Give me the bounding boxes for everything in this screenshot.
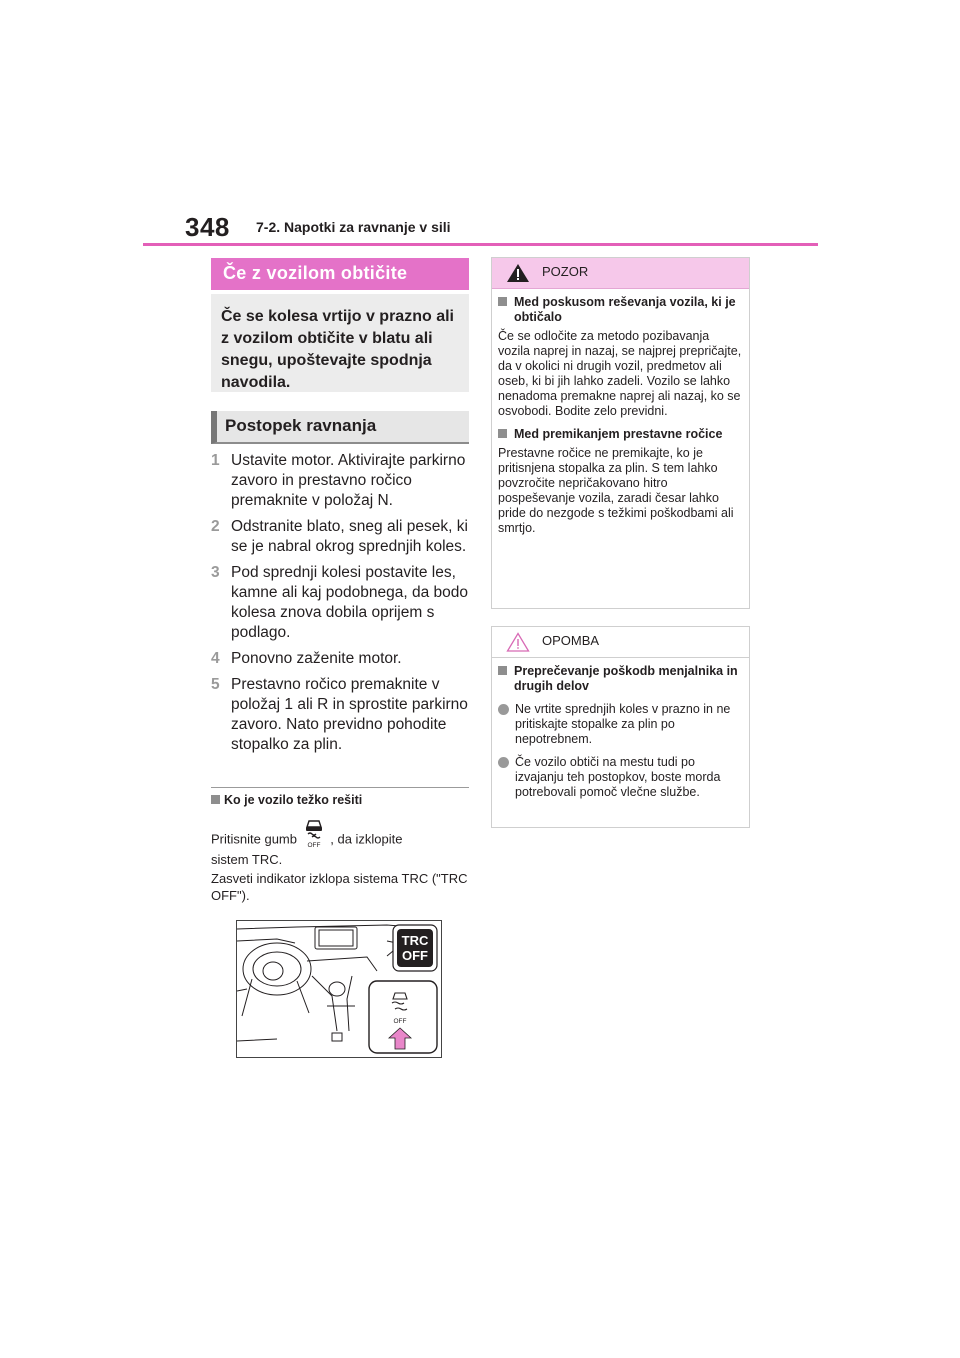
note-label: OPOMBA	[542, 633, 600, 648]
warning-item: Med premikanjem prestavne ročice Prestavne ročice ne premikajte, ko je pritisnjena stopalka za plin. S tem lahko povzročite nepričakovano hitro pospeševanje vozila, zaradi česar lahko pride do nezgode s težkimi poškodbami ali smrtjo.	[498, 427, 734, 535]
figure-button-label: OFF	[393, 1018, 407, 1025]
note-bullet: Če vozilo obtiči na mestu tudi po izvajanju teh postopkov, boste morda potrebovali pomoč vlečne službe.	[498, 755, 743, 800]
page-number: 348	[185, 212, 230, 242]
note-bullet: Ne vrtite sprednjih koles v prazno in ne pritiskajte stopalke za plin po nepotrebnem.	[498, 702, 743, 747]
step-list	[211, 451, 471, 761]
caution-triangle-icon	[506, 632, 530, 657]
square-bullet-icon	[498, 297, 507, 306]
square-bullet-icon	[498, 429, 507, 438]
step-item: 2 Odstranite blato, sneg ali pesek, ki se je nabral okrog sprednjih koles.	[211, 518, 468, 555]
divider	[211, 787, 469, 788]
svg-text:OFF: OFF	[307, 842, 321, 849]
procedure-heading: Postopek ravnanja	[211, 411, 469, 444]
note-header	[492, 627, 749, 658]
note-box	[491, 626, 750, 828]
title-band: Če z vozilom obtičite	[211, 258, 469, 290]
section-title: 7-2. Napotki za ravnanje v sili	[256, 219, 451, 235]
note-heading: Preprečevanje poškodb menjalnika in drugih delov	[498, 664, 743, 694]
press-line-2: sistem TRC.	[211, 852, 283, 867]
trc-off-indicator-line1: TRC	[401, 933, 429, 948]
trc-off-indicator-line2: OFF	[402, 948, 428, 963]
warning-label: POZOR	[542, 264, 589, 279]
step-item: 5 Prestavno ročico premaknite v položaj 1 ali R in sprostite parkirno zavoro. Nato previdno pohodite stopalko za plin.	[211, 676, 468, 753]
dashboard-drawing	[237, 921, 441, 1057]
warning-header	[492, 258, 749, 289]
trc-off-button-icon	[301, 819, 327, 849]
step-item: 1 Ustavite motor. Aktivirajte parkirno zavoro in prestavno ročico premaknite v položaj N.	[211, 452, 466, 509]
square-bullet-icon	[211, 795, 220, 804]
round-bullet-icon	[498, 704, 509, 715]
round-bullet-icon	[498, 757, 509, 768]
step-item: 4 Ponovno zaženite motor.	[211, 650, 402, 667]
warning-item: Med poskusom reševanja vozila, ki je obtičalo Če se odločite za metodo pozibavanja vozila naprej in nazaj, se najprej prepričajte, da v okolici ni drugih vozil, predmetov ali oseb, ki bi jih lahko zadeli. Vozilo se lahko nenadoma premakne naprej ali nazaj, ko se osvobodi. Bodite zelo previdni.	[498, 295, 742, 418]
warning-box	[491, 257, 750, 609]
warning-triangle-icon	[506, 263, 530, 288]
square-bullet-icon	[498, 666, 507, 675]
intro-box: Če se kolesa vrtijo v prazno ali z vozilom obtičite v blatu ali snegu, upoštevajte spodnja navodila.	[211, 294, 469, 392]
dashboard-illustration	[236, 920, 442, 1058]
step-item: 3 Pod sprednji kolesi postavite les, kamne ali kaj podobnega, da bodo kolesa znova dobila oprijem s podlago.	[211, 564, 468, 641]
header-rule	[143, 243, 818, 246]
press-line: Pritisnite gumb OFF , da izklopite	[211, 825, 403, 855]
sub-heading: Ko je vozilo težko rešiti	[211, 793, 362, 807]
indicator-text: Zasveti indikator izklopa sistema TRC ("TRC OFF").	[211, 871, 468, 903]
